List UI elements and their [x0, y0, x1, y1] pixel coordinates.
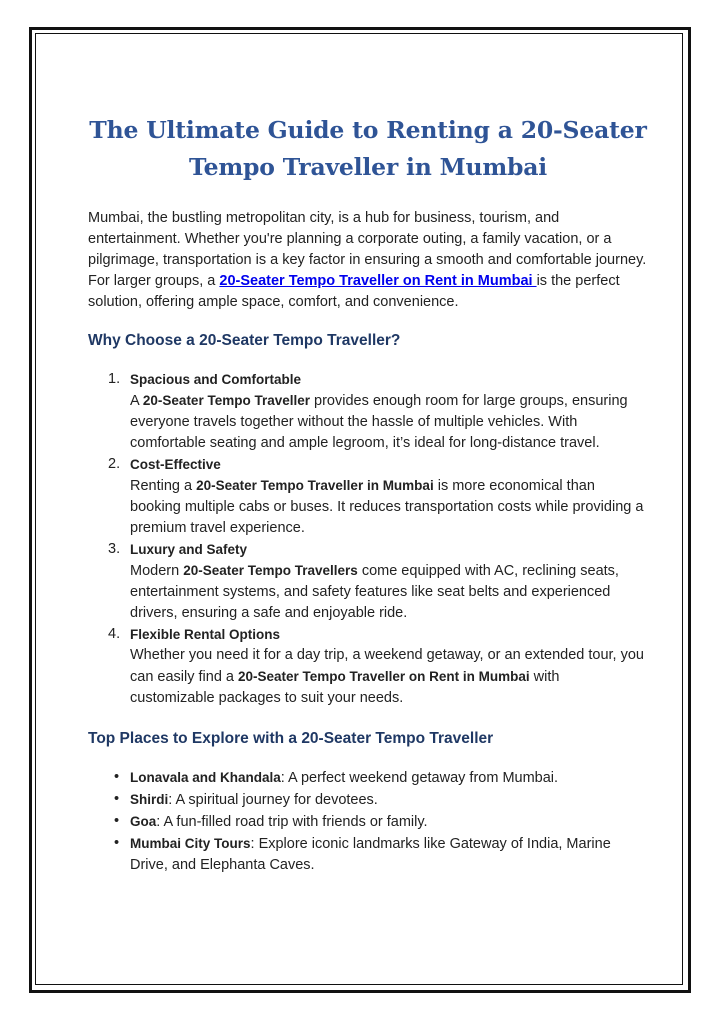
document-body: [88, 112, 648, 876]
section-heading-top-places: Top Places to Explore with a 20-Seater Tempo Traveller: [88, 730, 494, 747]
list-item: [88, 789, 648, 811]
list-item: [88, 767, 648, 789]
list-item: [88, 811, 648, 833]
item-text: with customizable packages to suit your needs.: [130, 669, 560, 706]
list-number: 2.: [108, 456, 121, 472]
list-item: [88, 369, 648, 454]
place-name: Shirdi: [130, 792, 169, 807]
item-description: [130, 645, 648, 709]
place-name: Mumbai City Tours: [130, 836, 251, 851]
item-text: come equipped with AC, reclining seats, entertainment systems, and safety features like seat belts and experienced drivers, ensuring a safe and enjoyable ride.: [130, 563, 619, 621]
item-text: A: [130, 393, 143, 409]
place-description: : Explore iconic landmarks like Gateway of India, Marine Drive, and Elephanta Caves.: [130, 836, 611, 873]
item-text: Renting a: [130, 478, 197, 494]
tempo-traveller-rent-link[interactable]: 20-Seater Tempo Traveller on Rent in Mumbai: [219, 273, 537, 289]
intro-paragraph: [88, 208, 648, 313]
item-title: Luxury and Safety: [130, 542, 248, 557]
list-item: [88, 833, 648, 876]
bullet-icon: •: [114, 813, 120, 829]
place-description: : A fun-filled road trip with friends or family.: [156, 814, 428, 830]
list-number: 3.: [108, 541, 121, 557]
item-bold-text: 20-Seater Tempo Traveller: [142, 393, 310, 408]
page-title: The Ultimate Guide to Renting a 20-Seater Tempo Traveller in Mumbai: [89, 116, 647, 181]
item-text: Whether you need it for a day trip, a weekend getaway, or an extended tour, you can easily find a: [130, 647, 644, 685]
list-item: [88, 539, 648, 624]
item-text: Modern: [130, 563, 184, 579]
item-title: Spacious and Comfortable: [130, 372, 302, 387]
list-number: 4.: [108, 626, 121, 642]
item-bold-text: 20-Seater Tempo Travellers: [183, 563, 358, 578]
bullet-icon: •: [114, 835, 120, 851]
place-description: : A spiritual journey for devotees.: [168, 792, 378, 808]
item-bold-text: 20-Seater Tempo Traveller on Rent in Mumbai: [238, 669, 530, 684]
bullet-icon: •: [114, 791, 120, 807]
bullet-icon: •: [114, 769, 120, 785]
place-name: Goa: [130, 814, 157, 829]
item-description: [130, 560, 648, 624]
place-name: Lonavala and Khandala: [130, 770, 281, 785]
section-heading-why-choose: Why Choose a 20-Seater Tempo Traveller?: [88, 332, 401, 349]
list-number: 1.: [108, 371, 121, 387]
intro-text-after: is the perfect solution, offering ample space, comfort, and convenience.: [88, 273, 620, 310]
item-description: [130, 390, 648, 454]
item-text: is more economical than booking multiple cabs or buses. It reduces transportation costs while providing a premium travel experience.: [130, 478, 644, 536]
item-title: Flexible Rental Options: [130, 627, 281, 642]
item-text: provides enough room for large groups, ensuring everyone travels together without the hassle of multiple vehicles. With comfortable seating and ample legroom, it’s ideal for long-distance travel.: [130, 393, 628, 451]
reasons-list: [88, 369, 648, 709]
list-item: [88, 454, 648, 539]
item-title: Cost-Effective: [130, 457, 221, 472]
place-description: : A perfect weekend getaway from Mumbai.: [280, 770, 559, 786]
intro-text-before: Mumbai, the bustling metropolitan city, is a hub for business, tourism, and entertainment. Whether you're planning a corporate outing, a family vacation, or a pilgrimage, transportation is a key factor in ensuring a smooth and comfortable journey. For larger groups, a: [88, 210, 647, 289]
item-bold-text: 20-Seater Tempo Traveller in Mumbai: [196, 478, 434, 493]
item-description: [130, 475, 648, 539]
places-list: [88, 767, 648, 876]
list-item: [88, 624, 648, 709]
